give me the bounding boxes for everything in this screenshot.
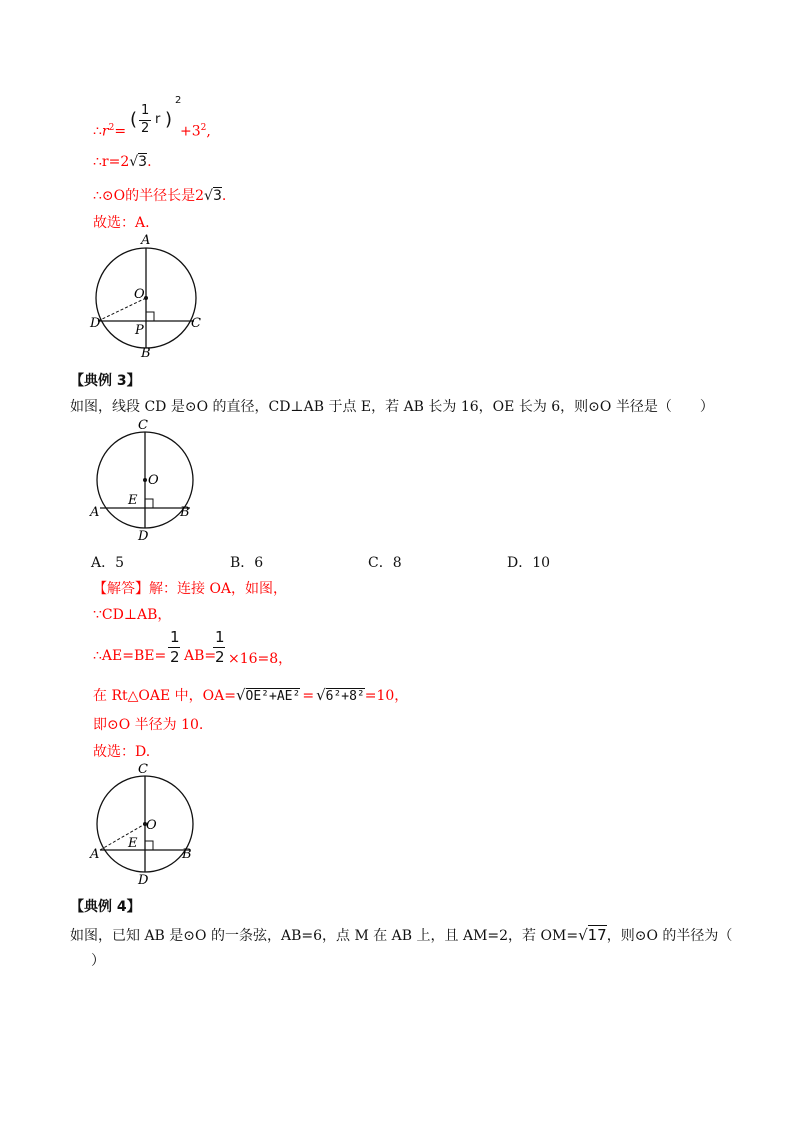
frac-numerator: 1: [141, 103, 150, 118]
frac-denominator: 2: [141, 121, 150, 136]
plus-three: +3: [180, 123, 201, 140]
label-D: D: [90, 316, 101, 331]
frac-var: r: [155, 112, 161, 127]
sol2-line1-rest: [180, 123, 211, 140]
sqrt-6-8: 6²+8²: [325, 689, 365, 704]
option-c[interactable]: C．8: [368, 555, 402, 571]
period: .: [147, 154, 152, 170]
circle-figure-2: [85, 416, 205, 544]
exponent2: 2: [200, 123, 207, 133]
sol2-choice: 故选：A.: [93, 215, 150, 231]
question-part2: ，则⊙O 的半径为（: [606, 928, 733, 944]
var-r: r: [101, 123, 109, 140]
therefore-symbol: ∴: [93, 123, 102, 140]
frac-exponent: 2: [175, 95, 182, 106]
half-r-fraction: ( 1 2 r ) 2: [130, 95, 182, 136]
label-B: B: [141, 346, 151, 361]
label-P: P: [135, 323, 144, 338]
text-r-eq: ∴r=2: [93, 154, 130, 170]
ae-line: ∴AE=BE=: [93, 648, 167, 664]
answer-intro-line: [93, 578, 287, 598]
because-line: ∵CD⊥AB，: [93, 607, 172, 623]
rt-prefix: 在 Rt△OAE 中，OA=: [93, 688, 236, 704]
answer-intro: 解：连接 OA，如图，: [149, 581, 288, 597]
radius-statement: ∴⊙O的半径长是2: [93, 188, 205, 204]
numerator: 1: [215, 628, 225, 646]
sqrt-radicand: 3: [138, 154, 148, 170]
label-C: C: [138, 762, 148, 777]
label-B: B: [182, 847, 192, 862]
option-d[interactable]: D．10: [507, 555, 551, 571]
label-A: A: [141, 233, 151, 248]
answer-tag: 【解答】: [93, 581, 149, 597]
radius-line: 即⊙O 半径为 10.: [93, 717, 204, 733]
option-a[interactable]: A．5: [91, 555, 125, 571]
equals: =: [114, 123, 127, 140]
sqrt-oe-ae: OE²+AE²: [245, 689, 301, 704]
example3-question: 如图，线段 CD 是⊙O 的直径，CD⊥AB 于点 E，若 AB 长为 16，OE 长为 6，则⊙O 半径是（ ）: [70, 399, 714, 415]
option-b[interactable]: B．6: [230, 555, 264, 571]
label-D: D: [138, 529, 149, 544]
rt-end: =10，: [364, 688, 409, 704]
label-E: E: [128, 493, 138, 508]
denominator: 2: [170, 648, 180, 666]
ae-mid: AB=: [184, 648, 217, 664]
label-C: C: [191, 316, 201, 331]
label-A: A: [90, 505, 100, 520]
label-B: B: [180, 505, 190, 520]
equals: =: [302, 688, 315, 704]
label-O: O: [148, 473, 159, 488]
label-A: A: [90, 847, 100, 862]
label-O: O: [146, 818, 157, 833]
comma: ,: [206, 123, 211, 140]
exponent: 2: [108, 123, 115, 133]
denominator: 2: [215, 648, 225, 666]
example4-heading: 【典例 4】: [70, 899, 141, 915]
numerator: 1: [170, 628, 180, 646]
sol2-line1: [93, 123, 126, 140]
circle-figure-3: [85, 760, 205, 888]
circle-figure-1: [85, 232, 215, 362]
example3-heading: 【典例 3】: [70, 373, 141, 389]
example4-question: 如图，已知 AB 是⊙O 的一条弦，AB=6，点 M 在 AB 上，且 AM=2，若 OM=√17，则⊙O 的半径为（: [70, 926, 733, 944]
label-E: E: [128, 836, 138, 851]
example4-question-line2: ）: [91, 953, 105, 969]
sol2-line2: ∴r=2√3.: [93, 154, 152, 170]
sol2-line3: ∴⊙O的半径长是2√3.: [93, 188, 227, 204]
ae-end: ×16=8，: [228, 651, 293, 667]
sqrt-radicand: 3: [212, 188, 222, 204]
label-C: C: [138, 418, 148, 433]
label-O: O: [134, 287, 145, 302]
period: .: [221, 188, 227, 204]
rt-line: 在 Rt△OAE 中，OA=√OE²+AE² = √6²+8²=10，: [93, 686, 409, 704]
label-D: D: [138, 873, 149, 888]
question-part1: 如图，已知 AB 是⊙O 的一条弦，AB=6，点 M 在 AB 上，且 AM=2，若 OM=: [70, 928, 579, 944]
sqrt-17: 17: [587, 926, 607, 944]
choice-line: 故选：D.: [93, 744, 151, 760]
